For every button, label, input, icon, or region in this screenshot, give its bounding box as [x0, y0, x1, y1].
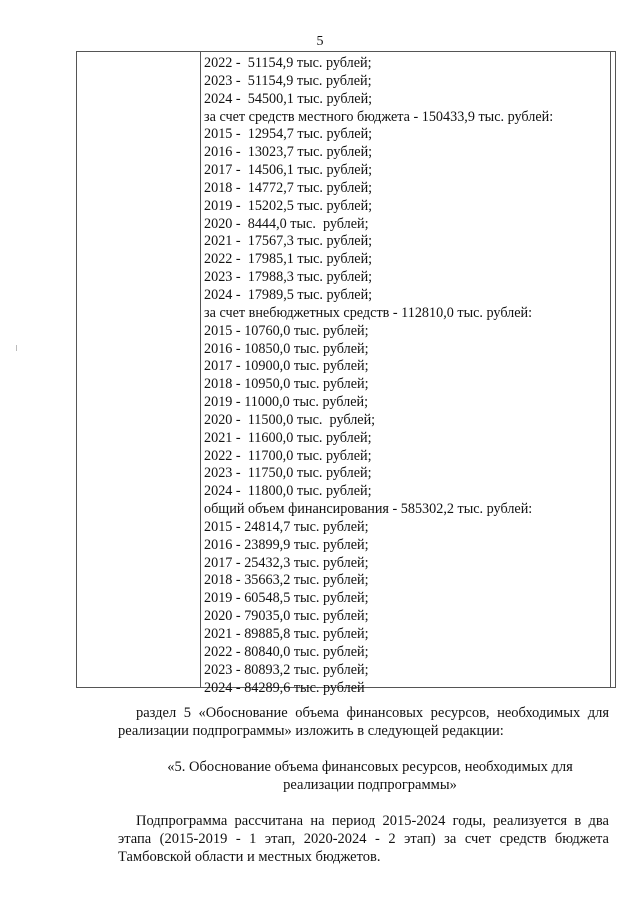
closing-paragraph-line2: [118, 831, 609, 849]
section-heading-line2: реализации подпрограммы»: [283, 777, 457, 793]
financing-line: 2024 - 84289,6 тыс. рублей: [204, 679, 365, 696]
financing-line: 2023 - 11750,0 тыс. рублей;: [204, 465, 372, 482]
financing-line: 2018 - 10950,0 тыс. рублей;: [204, 376, 369, 393]
financing-line: за счет средств местного бюджета - 150433,9 тыс. рублей:: [204, 108, 554, 125]
financing-line: 2017 - 14506,1 тыс. рублей;: [204, 162, 373, 179]
financing-line: 2017 - 25432,3 тыс. рублей;: [204, 554, 369, 571]
closing-text-2: этапа (2015-2019 - 1 этап, 2020-2024 - 2 этап) за счет средств бюджета: [118, 831, 609, 847]
financing-line: 2021 - 89885,8 тыс. рублей;: [204, 626, 369, 642]
closing-text-1: Подпрограмма рассчитана на период 2015-2024 годы, реализуется в два: [136, 813, 609, 829]
closing-paragraph-line1: [118, 813, 609, 831]
financing-line: 2024 - 17989,5 тыс. рублей;: [204, 286, 373, 303]
financing-line: 2023 - 80893,2 тыс. рублей;: [204, 661, 369, 678]
financing-line: 2015 - 24814,7 тыс. рублей;: [204, 518, 369, 535]
section-heading-line1: «5. Обоснование объема финансовых ресурсов, необходимых для: [167, 759, 573, 775]
financing-line: общий объем финансирования - 585302,2 тыс. рублей:: [204, 501, 533, 518]
financing-table: [76, 51, 616, 696]
financing-line: 2022 - 17985,1 тыс. рублей;: [204, 251, 373, 268]
amendment-text-2: реализации подпрограммы» изложить в следующей редакции:: [118, 723, 504, 739]
financing-line: 2021 - 11600,0 тыс. рублей;: [204, 429, 372, 446]
financing-line: 2022 - 51154,9 тыс. рублей;: [204, 55, 372, 71]
financing-line: 2024 - 11800,0 тыс. рублей;: [204, 483, 372, 500]
financing-line: за счет внебюджетных средств - 112810,0 тыс. рублей:: [204, 304, 533, 321]
amendment-paragraph-line2: [118, 723, 609, 741]
financing-line: 2018 - 14772,7 тыс. рублей;: [204, 179, 373, 196]
financing-line: 2022 - 11700,0 тыс. рублей;: [204, 447, 372, 464]
financing-line: 2024 - 54500,1 тыс. рублей;: [204, 90, 373, 107]
financing-lines-list: [204, 55, 553, 697]
financing-line: 2020 - 79035,0 тыс. рублей;: [204, 608, 369, 625]
financing-line: 2015 - 12954,7 тыс. рублей;: [204, 126, 373, 143]
financing-line: 2020 - 11500,0 тыс. рублей;: [204, 411, 376, 428]
financing-line: 2018 - 35663,2 тыс. рублей;: [204, 572, 369, 589]
amendment-paragraph-line1: [118, 705, 609, 723]
financing-line: 2019 - 60548,5 тыс. рублей;: [204, 590, 369, 607]
financing-line: 2019 - 11000,0 тыс. рублей;: [204, 394, 369, 411]
financing-line: 2017 - 10900,0 тыс. рублей;: [204, 358, 369, 375]
page-number: 5: [316, 34, 324, 49]
financing-line: 2015 - 10760,0 тыс. рублей;: [204, 322, 369, 339]
financing-line: 2021 - 17567,3 тыс. рублей;: [204, 233, 373, 250]
closing-paragraph-line3: [118, 849, 609, 867]
table-inner-border: [610, 52, 611, 687]
financing-line: 2023 - 51154,9 тыс. рублей;: [204, 72, 372, 89]
financing-line: 2022 - 80840,0 тыс. рублей;: [204, 643, 369, 660]
financing-line: 2020 - 8444,0 тыс. рублей;: [204, 215, 369, 232]
financing-line: 2023 - 17988,3 тыс. рублей;: [204, 269, 373, 286]
margin-mark: [16, 345, 17, 351]
financing-line: 2016 - 10850,0 тыс. рублей;: [204, 340, 369, 357]
amendment-text-1: раздел 5 «Обоснование объема финансовых ресурсов, необходимых для: [136, 705, 609, 721]
financing-line: 2019 - 15202,5 тыс. рублей;: [204, 197, 373, 214]
table-column-divider: [200, 52, 201, 687]
financing-line: 2016 - 23899,9 тыс. рублей;: [204, 536, 369, 553]
closing-text-3: Тамбовской области и местных бюджетов.: [118, 849, 381, 865]
financing-line: 2016 - 13023,7 тыс. рублей;: [204, 144, 373, 161]
